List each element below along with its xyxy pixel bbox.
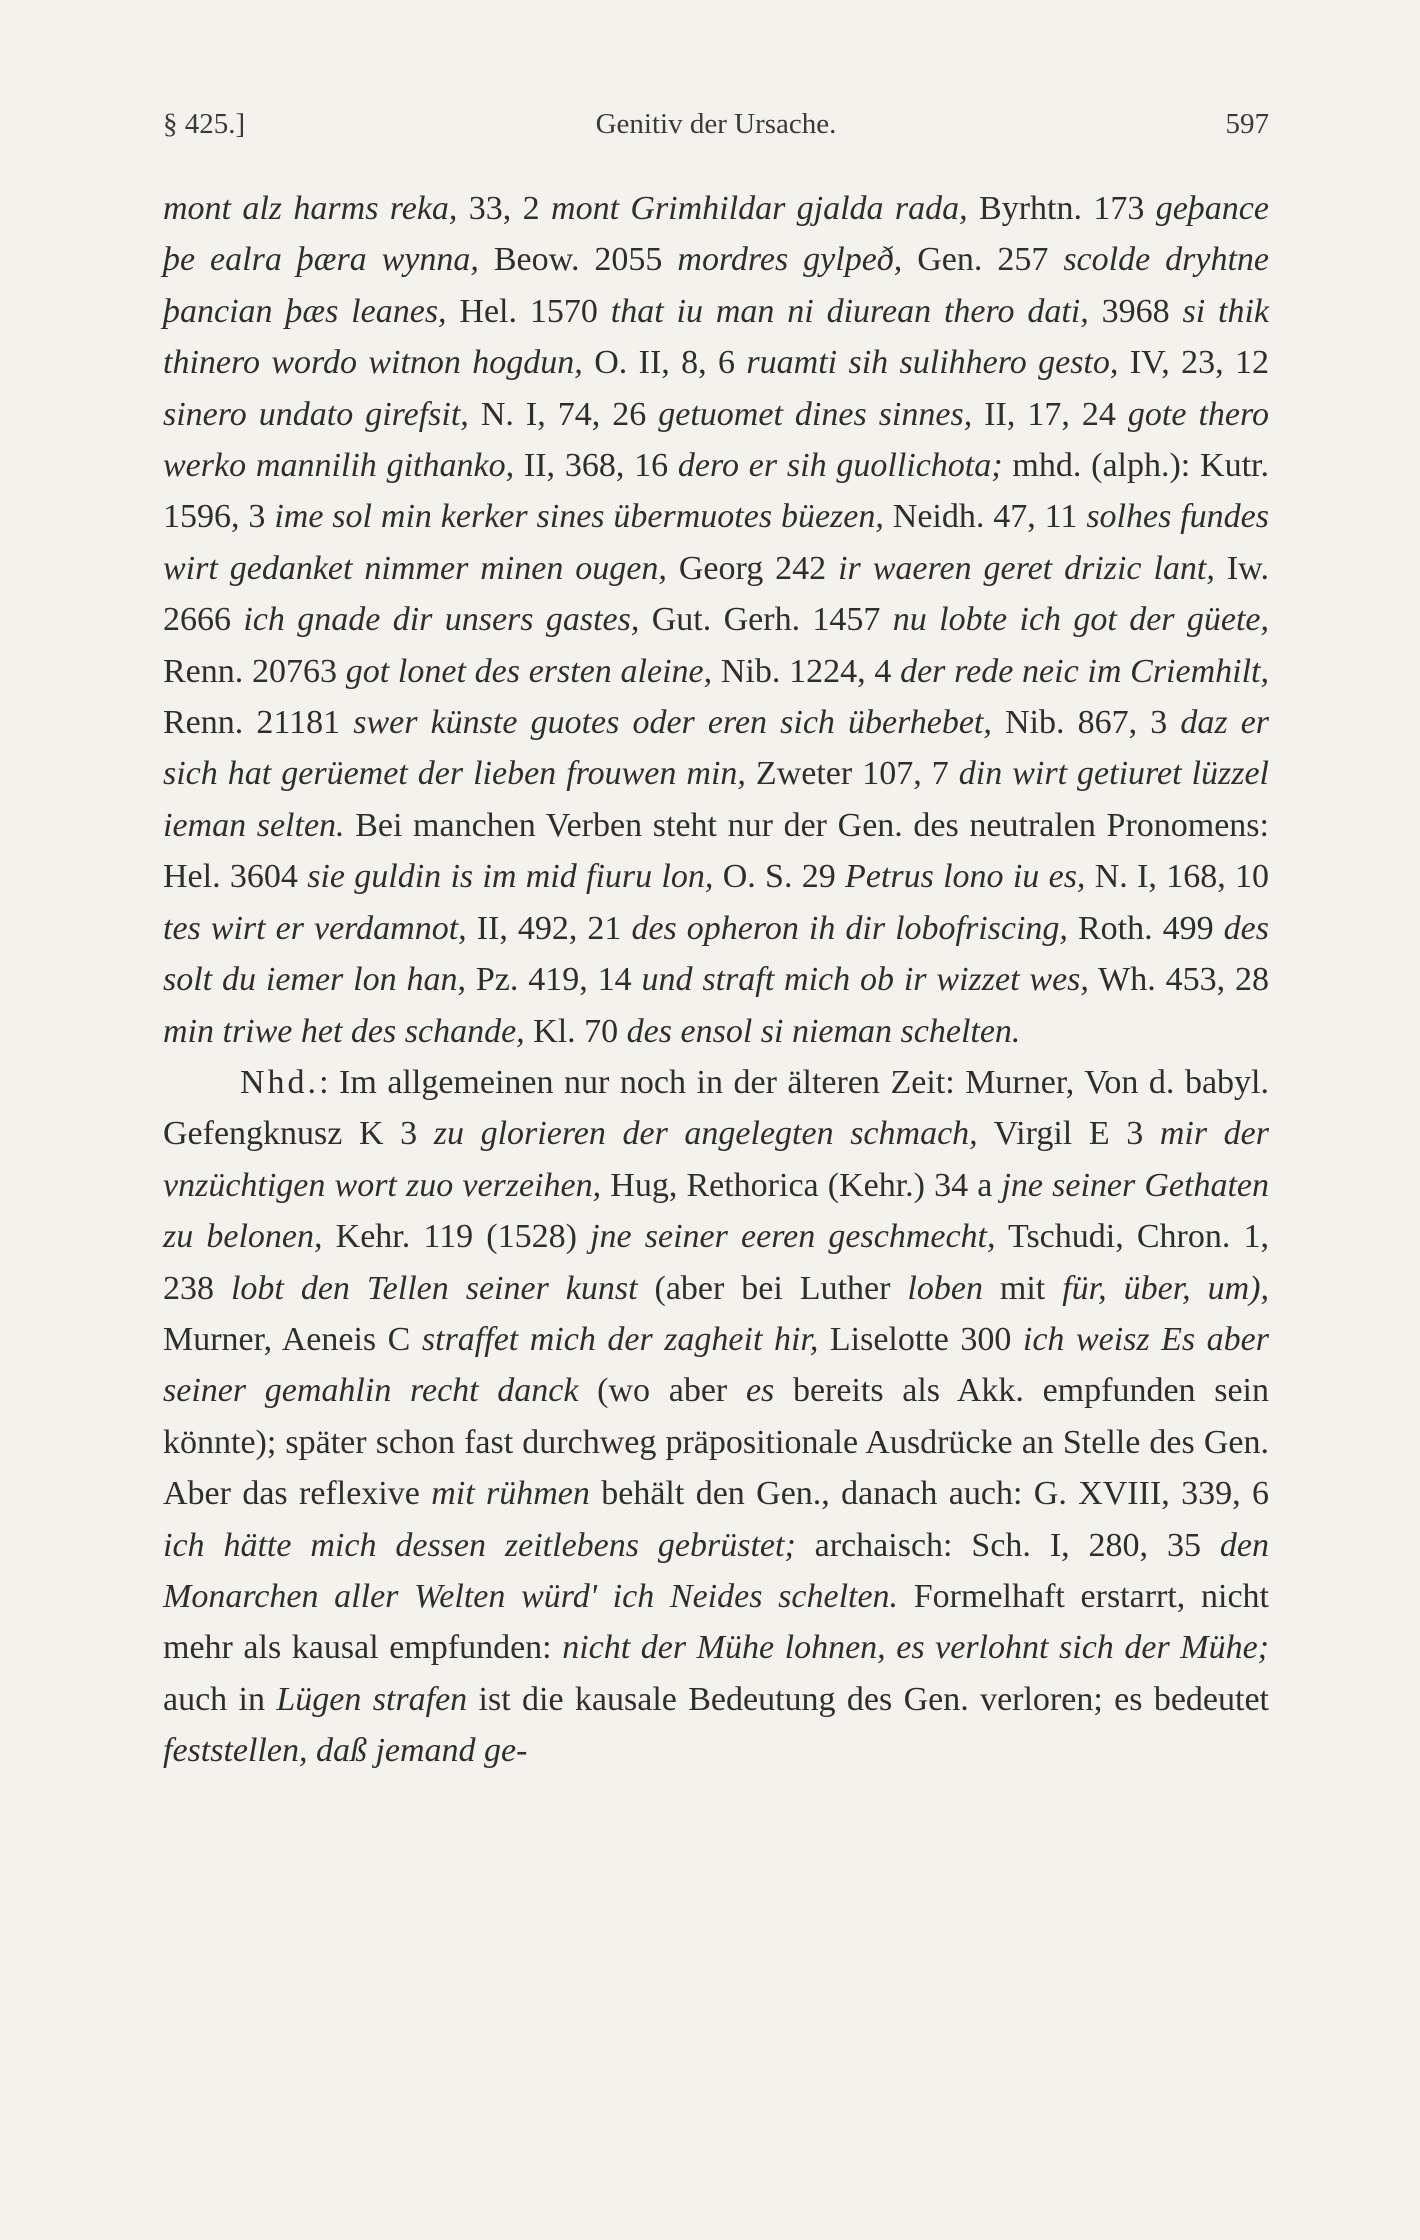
cited-text: den Monarchen aller Welten würd' ich Neides schelten. (163, 1526, 1269, 1615)
body-text-segment: archaisch: Sch. I, 280, 35 (795, 1526, 1220, 1564)
body-text-segment: mhd. (alph.): Kutr. 1596, 3 (163, 447, 1269, 536)
cited-text: Lügen strafen (276, 1680, 468, 1718)
cited-text: ich weisz Es aber seiner gemahlin recht danck (163, 1320, 1269, 1410)
body-text-segment: O. S. 29 (713, 858, 846, 896)
cited-text: des solt du iemer lon han, (163, 909, 1269, 999)
body-text-segment: Gut. Gerh. 1457 (639, 601, 893, 639)
paragraph-nhd (163, 1057, 1269, 1777)
cited-text: ich hätte mich dessen zeitlebens gebrüstet; (163, 1526, 796, 1564)
body-text-segment: Bei manchen Verben steht nur der Gen. des neutralen Pronomens: Hel. 3604 (163, 806, 1269, 896)
body-text-segment: Murner, Aeneis C (163, 1320, 422, 1358)
cited-text: getuomet dines sinnes, (658, 395, 973, 433)
cited-text: nicht der Mühe lohnen, es verlohnt sich der Mühe; (562, 1629, 1269, 1667)
body-text-segment: Neidh. 47, 11 (883, 498, 1087, 536)
body-text-segment: II, 492, 21 (466, 909, 632, 947)
cited-text: loben (907, 1269, 983, 1307)
cited-text: mont Grimhildar gjalda rada, (551, 190, 968, 227)
body-text-segment: Liselotte 300 (818, 1320, 1023, 1358)
cited-text: mit rühmen (431, 1475, 590, 1513)
cited-text: min triwe het des schande, (163, 1012, 525, 1050)
body-text-segment: II, 17, 24 (972, 395, 1128, 433)
body-text-segment: Nhd. (240, 1063, 320, 1101)
cited-text: lobt den Tellen seiner kunst (230, 1269, 638, 1307)
body-text-segment: 33, 2 (457, 190, 552, 227)
cited-text: tes wirt er verdamnot, (163, 909, 467, 947)
cited-text: des opheron ih dir lobofriscing, (631, 909, 1068, 947)
cited-text: sinero undato girefsit, (163, 395, 469, 433)
body-text-segment: N. I, 74, 26 (468, 395, 659, 433)
cited-text: feststellen, daß jemand ge- (163, 1732, 528, 1770)
cited-text: gote thero werko mannilih githanko, (163, 395, 1269, 485)
cited-text: swer künste guotes oder eren sich überhebet, (353, 704, 992, 742)
body-text-segment: Wh. 453, 28 (1088, 961, 1270, 999)
cited-text: mordres gylpeð, (677, 241, 903, 279)
section-number: § 425.] (163, 108, 246, 140)
cited-text: ime sol min kerker sines übermuotes büezen, (274, 498, 884, 536)
body-text-segment: Kehr. 119 (1528) (322, 1218, 591, 1256)
body-text-segment: Beow. 2055 (478, 241, 678, 279)
paragraph-examples (163, 183, 1269, 1057)
cited-text: für, über, um), (1062, 1269, 1270, 1307)
body-text-segment: (aber bei Luther (637, 1269, 908, 1307)
body-text-segment: auch in (163, 1680, 277, 1718)
cited-text: that iu man ni diurean thero dati, (610, 292, 1089, 330)
cited-text: mir der vnzüchtigen wort zuo verzeihen, (163, 1115, 1269, 1204)
body-text-segment: II, 368, 16 (514, 447, 678, 485)
body-text-segment: Renn. 20763 (163, 652, 346, 690)
body-text-segment: N. I, 168, 10 (1085, 858, 1269, 896)
cited-text: ir waeren geret drizic lant, (838, 549, 1215, 587)
cited-text: jne seiner Gethaten zu belonen, (163, 1166, 1269, 1256)
body-text-segment: Formelhaft erstarrt, nicht mehr als kausal empfunden: (163, 1577, 1269, 1667)
body-text-segment: behält den Gen., danach auch: G. XVIII, 339, 6 (589, 1475, 1269, 1513)
body-text (163, 183, 1269, 1777)
running-header (163, 108, 1269, 148)
page-number: 597 (1225, 108, 1269, 140)
body-text-segment: ist die kausale Bedeutung des Gen. verloren; es bedeutet (467, 1680, 1269, 1718)
body-text-segment: Zweter 107, 7 (745, 755, 959, 793)
body-text-segment: Georg 242 (666, 549, 839, 587)
body-text-segment: Virgil E 3 (977, 1115, 1160, 1153)
body-text-segment: Tschudi, Chron. 1, 238 (163, 1218, 1270, 1307)
body-text-segment: O. II, 8, 6 (582, 344, 747, 382)
cited-text: solhes fundes wirt gedanket nimmer minen ougen, (163, 498, 1269, 587)
body-text-segment: mit (982, 1269, 1063, 1307)
body-text-segment: Kl. 70 (524, 1012, 627, 1050)
cited-text: nu lobte ich got der güete, (892, 601, 1270, 639)
body-text-segment: IV, 23, 12 (1118, 344, 1270, 382)
cited-text: jne seiner eeren geschmecht, (590, 1218, 996, 1256)
cited-text: zu glorieren der angelegten schmach, (433, 1115, 978, 1153)
body-text-segment: (wo aber (578, 1372, 746, 1410)
cited-text: Petrus lono iu es, (845, 858, 1086, 896)
cited-text: si thik thinero wordo witnon hogdun, (163, 292, 1269, 382)
cited-text: straffet mich der zagheit hir, (421, 1320, 819, 1358)
cited-text: ich gnade dir unsers gastes, (243, 601, 640, 639)
cited-text: mont alz harms reka, (163, 190, 458, 227)
body-text-segment: Pz. 419, 14 (465, 961, 642, 999)
cited-text: dero er sih guollichota; (677, 447, 1003, 485)
body-text-segment: 3968 (1088, 292, 1183, 330)
body-text-segment: : Im allgemeinen nur noch in der älteren Zeit: Murner, Von d. babyl. Gefengknusz K 3 (163, 1063, 1269, 1153)
body-text-segment: bereits als Akk. empfunden sein könnte); später schon fast durchweg präpositionale Ausdrücke an Stelle des Gen. Aber das reflexive (163, 1372, 1269, 1513)
cited-text: der rede neic im Criemhilt, (900, 652, 1269, 690)
cited-text: daz er sich hat gerüemet der lieben frouwen min, (163, 704, 1270, 793)
cited-text: scolde dryhtne þancian þæs leanes, (163, 241, 1269, 330)
cited-text: und straft mich ob ir wizzet wes, (641, 961, 1089, 999)
running-title: Genitiv der Ursache. (595, 108, 837, 140)
body-text-segment: Hug, Rethorica (Kehr.) 34 a (601, 1166, 1002, 1204)
cited-text: din wirt getiuret lüzzel ieman selten. (163, 755, 1269, 844)
body-text-segment: Byrhtn. 173 (967, 190, 1156, 227)
cited-text: geþance þe ealra þæra wynna, (163, 190, 1269, 279)
body-text-segment: Roth. 499 (1067, 909, 1224, 947)
body-text-segment: Nib. 1224, 4 (712, 652, 901, 690)
body-text-segment: Renn. 21181 (163, 704, 354, 742)
cited-text: sie guldin is im mid fiuru lon, (307, 858, 714, 896)
cited-text: des ensol si nieman schelten. (626, 1012, 1021, 1050)
cited-text: es (745, 1372, 775, 1410)
cited-text: got lonet des ersten aleine, (345, 652, 713, 690)
body-text-segment: Gen. 257 (902, 241, 1064, 279)
cited-text: ruamti sih sulihhero gesto, (746, 344, 1119, 382)
body-text-segment: Hel. 1570 (446, 292, 611, 330)
body-text-segment: Nib. 867, 3 (991, 704, 1181, 742)
body-text-segment: Iw. 2666 (163, 549, 1269, 639)
